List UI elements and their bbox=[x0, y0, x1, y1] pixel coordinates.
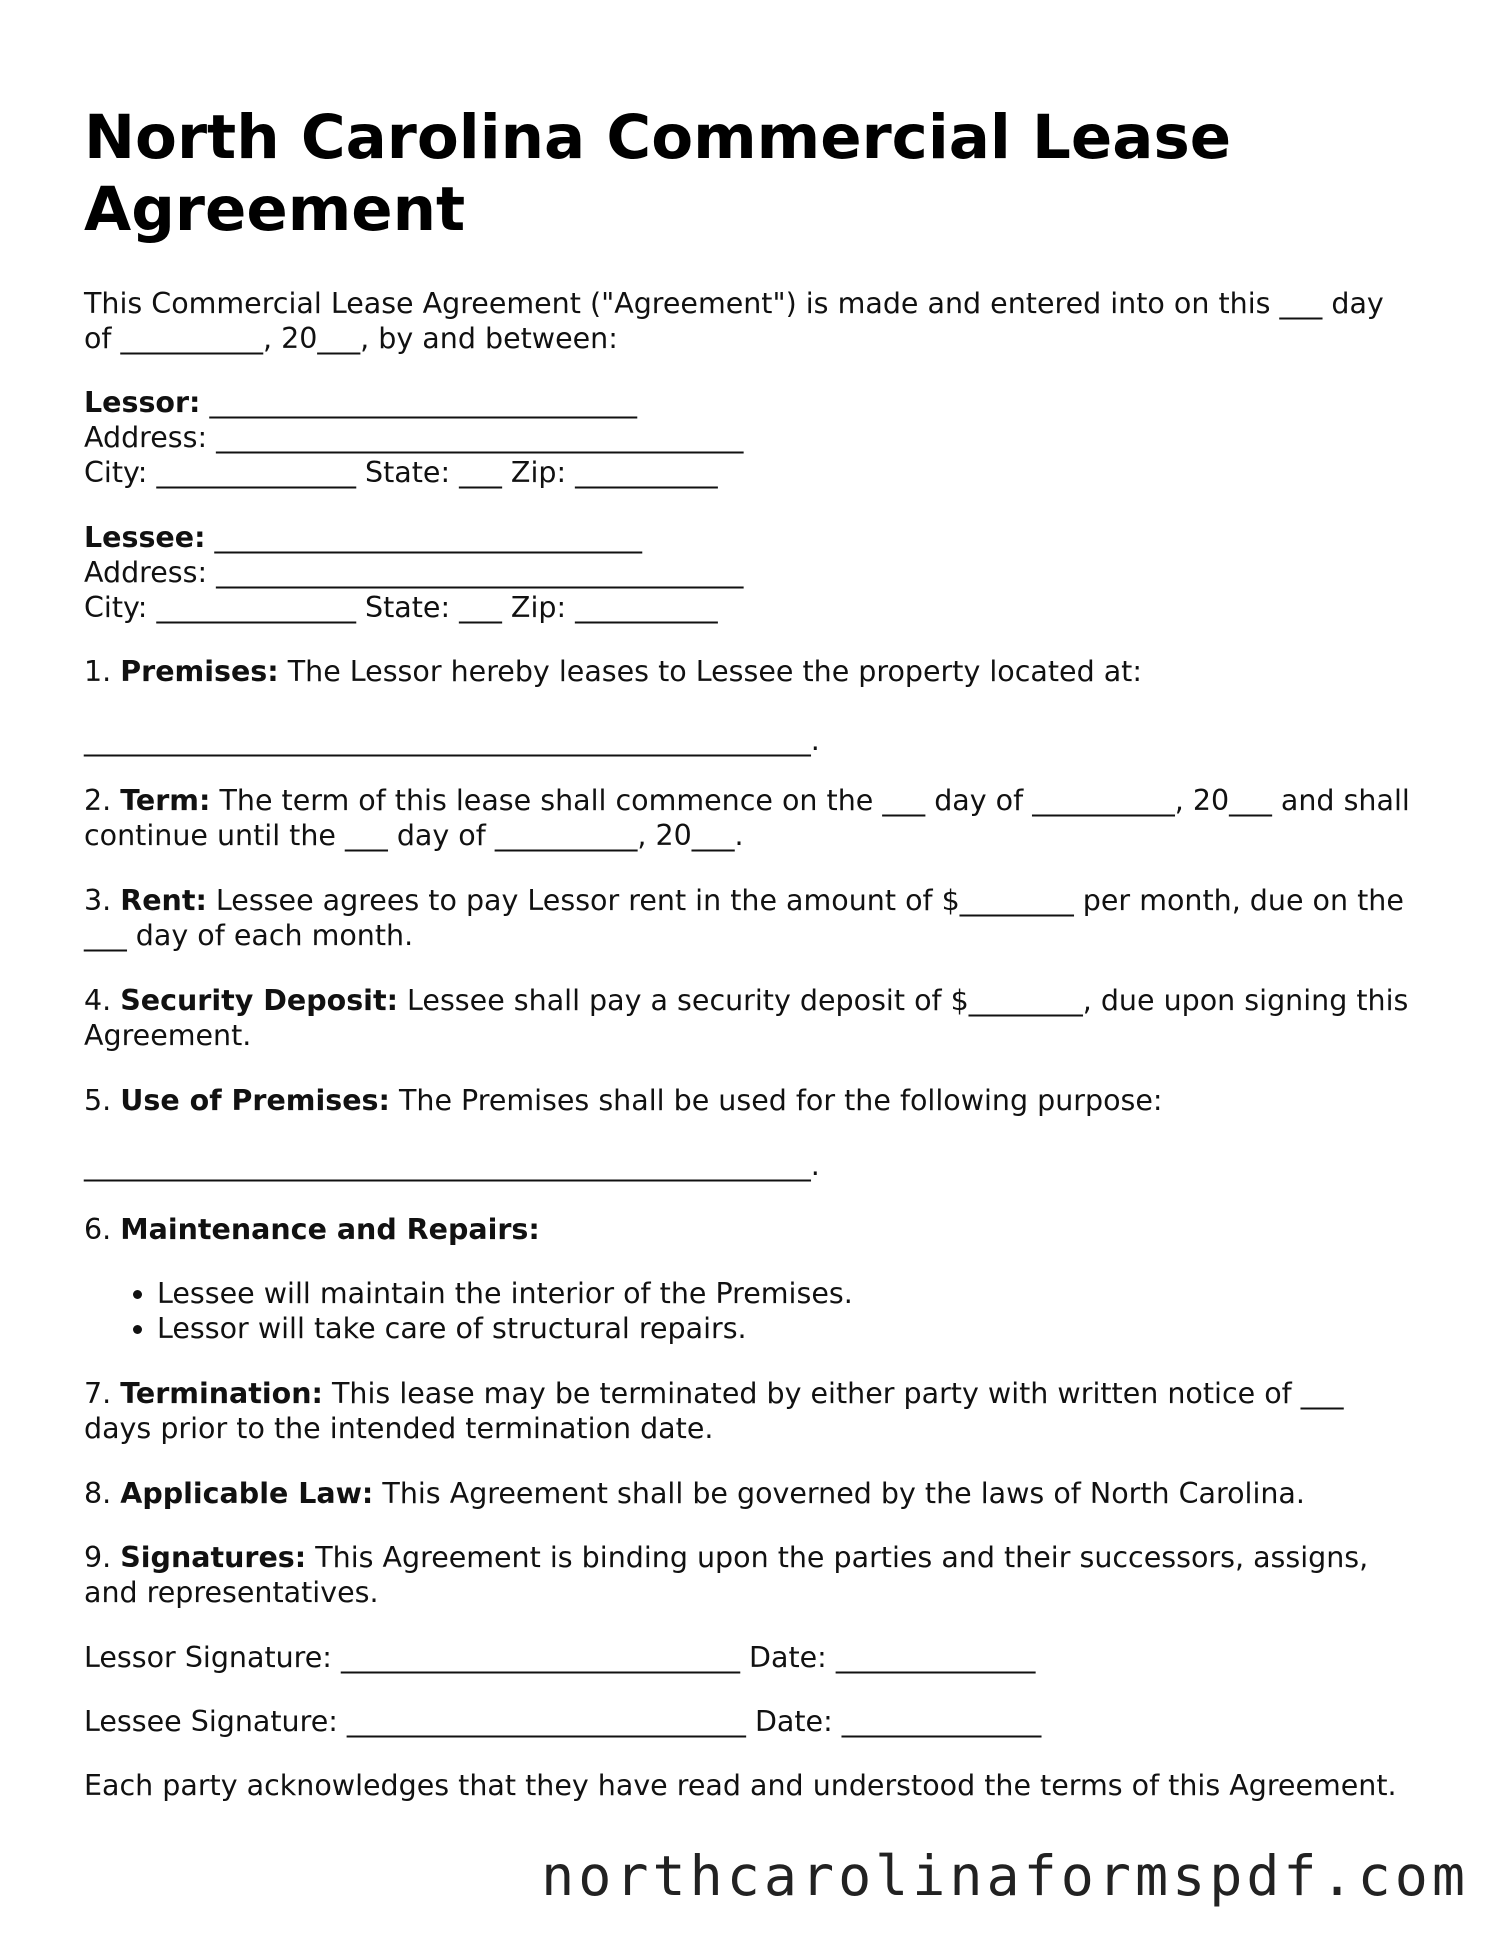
lessor-city-state-zip: City: ______________ State: ___ Zip: __________ bbox=[84, 456, 718, 489]
lessor-name-blank: ______________________________ bbox=[209, 386, 638, 419]
section-title: Applicable Law: bbox=[120, 1477, 374, 1510]
section-text: This Agreement is binding upon the parties and their successors, assigns, and representatives. bbox=[84, 1541, 1369, 1609]
section-text: Lessee agrees to pay Lessor rent in the amount of $________ per month, due on the ___ day of each month. bbox=[84, 884, 1404, 952]
lessee-label: Lessee: bbox=[84, 521, 206, 554]
section-text: This Agreement shall be governed by the laws of North Carolina. bbox=[382, 1477, 1305, 1510]
list-item: • Lessor will take care of structural repairs. bbox=[157, 1311, 1487, 1346]
section-maintenance bbox=[84, 1212, 1414, 1247]
section-text: The Lessor hereby leases to Lessee the property located at: bbox=[287, 655, 1142, 688]
section-number: 7. bbox=[84, 1377, 112, 1410]
section-text: Lessee shall pay a security deposit of $________, due upon signing this Agreement. bbox=[84, 984, 1409, 1052]
section-premises bbox=[84, 654, 1414, 689]
lessee-signature-line: Lessee Signature: ____________________________ Date: ______________ bbox=[84, 1705, 1042, 1738]
site-watermark: northcarolinaformspdf.com bbox=[541, 1844, 1469, 1908]
section-applicable-law bbox=[84, 1476, 1414, 1511]
lessee-name-line bbox=[84, 520, 1414, 555]
section-text: This lease may be terminated by either party with written notice of ___ days prior to the intended termination date. bbox=[84, 1377, 1344, 1445]
section-number: 3. bbox=[84, 884, 112, 917]
lessor-address: Address: _____________________________________ bbox=[84, 421, 744, 454]
lessee-address: Address: _____________________________________ bbox=[84, 556, 744, 589]
section-number: 8. bbox=[84, 1477, 112, 1510]
intro-paragraph: This Commercial Lease Agreement ("Agreement") is made and entered into on this ___ day of __________, 20___, by and between: bbox=[84, 287, 1384, 355]
maintenance-list bbox=[84, 1276, 1487, 1346]
lessee-name-blank: ______________________________ bbox=[214, 521, 643, 554]
section-title: Rent: bbox=[120, 884, 207, 917]
section-signatures bbox=[84, 1540, 1414, 1610]
lessor-label: Lessor: bbox=[84, 386, 201, 419]
section-text: The term of this lease shall commence on the ___ day of __________, 20___ and shall continue until the ___ day of __________, 20___. bbox=[84, 784, 1410, 852]
lessor-name-line bbox=[84, 385, 1414, 420]
section-rent bbox=[84, 883, 1414, 953]
section-use-of-premises bbox=[84, 1083, 1414, 1118]
section-number: 5. bbox=[84, 1084, 112, 1117]
list-item: • Lessee will maintain the interior of the Premises. bbox=[157, 1276, 1487, 1311]
premises-address-blank: ___________________________________________________. bbox=[84, 724, 820, 757]
section-title: Signatures: bbox=[120, 1541, 307, 1574]
section-title: Use of Premises: bbox=[120, 1084, 390, 1117]
section-number: 1. bbox=[84, 655, 112, 688]
lessee-block bbox=[84, 520, 1414, 625]
section-title: Termination: bbox=[120, 1377, 323, 1410]
section-title: Premises: bbox=[120, 655, 279, 688]
section-number: 4. bbox=[84, 984, 112, 1017]
acknowledgement-paragraph: Each party acknowledges that they have read and understood the terms of this Agreement. bbox=[84, 1769, 1397, 1802]
use-purpose-blank: ___________________________________________________. bbox=[84, 1149, 820, 1182]
section-number: 6. bbox=[84, 1213, 112, 1246]
section-text: The Premises shall be used for the following purpose: bbox=[398, 1084, 1163, 1117]
section-title: Maintenance and Repairs: bbox=[120, 1213, 540, 1246]
section-security-deposit bbox=[84, 983, 1414, 1053]
section-title: Security Deposit: bbox=[120, 984, 398, 1017]
lessee-city-state-zip: City: ______________ State: ___ Zip: __________ bbox=[84, 591, 718, 624]
lessor-signature-line: Lessor Signature: ____________________________ Date: ______________ bbox=[84, 1641, 1036, 1674]
section-term bbox=[84, 783, 1414, 853]
section-number: 9. bbox=[84, 1541, 112, 1574]
section-number: 2. bbox=[84, 784, 112, 817]
section-termination bbox=[84, 1376, 1414, 1446]
document-title: North Carolina Commercial Lease Agreement bbox=[84, 102, 1232, 245]
lessor-block bbox=[84, 385, 1414, 490]
section-title: Term: bbox=[120, 784, 211, 817]
